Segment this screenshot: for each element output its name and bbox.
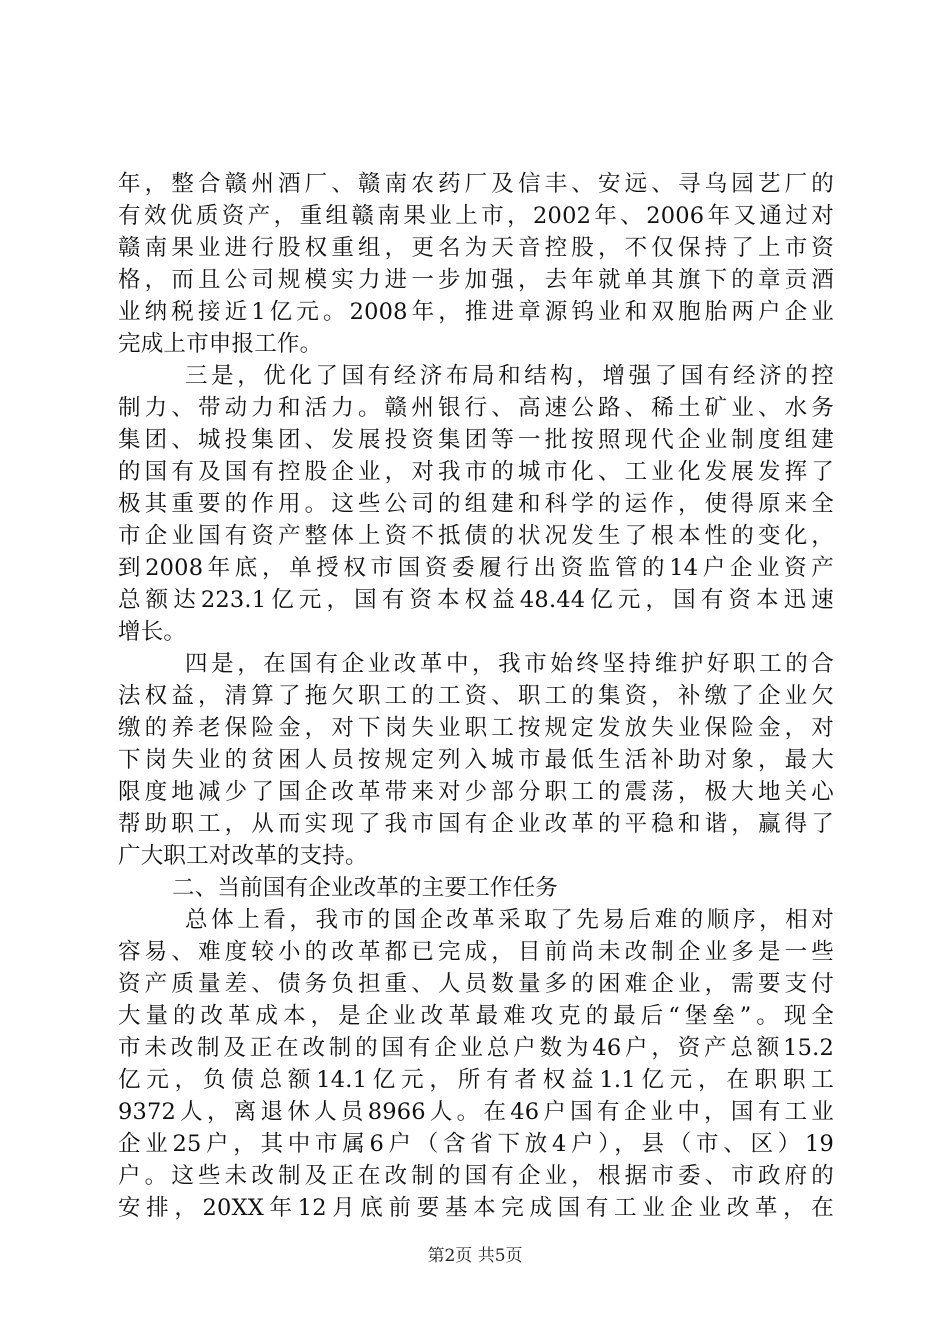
text-line: 广大职工对改革的支持。 xyxy=(118,843,368,869)
text-line: 总体上看，我市的国企改革采取了先易后难的顺序，相对 xyxy=(185,907,834,933)
text-line: 户。这些未改制及正在改制的国有企业，根据市委、市政府的 xyxy=(118,1163,834,1189)
document-body xyxy=(118,168,834,1224)
text-line: 9372人，离退休人员8966人。在46户国有企业中，国有工业 xyxy=(118,1099,834,1125)
text-line: 格，而且公司规模实力进一步加强，去年就单其旗下的章贡酒 xyxy=(118,267,834,293)
text-line: 资产质量差、债务负担重、人员数量多的困难企业，需要支付 xyxy=(118,971,834,997)
text-line: 到2008年底，单授权市国资委履行出资监管的14户企业资产 xyxy=(118,555,834,581)
text-line: 市未改制及正在改制的国有企业总户数为46户，资产总额15.2 xyxy=(118,1035,834,1061)
paragraph-point-four xyxy=(118,648,834,872)
text-line: 帮助职工，从而实现了我市国有企业改革的平稳和谐，赢得了 xyxy=(118,811,834,837)
section-heading xyxy=(118,872,834,904)
text-line: 总额达223.1亿元，国有资本权益48.44亿元，国有资本迅速 xyxy=(118,587,834,613)
text-line: 业纳税接近1亿元。2008年，推进章源钨业和双胞胎两户企业 xyxy=(118,299,834,325)
text-line: 年，整合赣州酒厂、赣南农药厂及信丰、安远、寻乌园艺厂的 xyxy=(118,171,834,197)
text-line: 安排，20XX年12月底前要基本完成国有工业企业改革，在 xyxy=(118,1195,834,1221)
paragraph-overview xyxy=(118,904,834,1224)
text-line: 赣南果业进行股权重组，更名为天音控股，不仅保持了上市资 xyxy=(118,235,834,261)
text-line: 容易、难度较小的改革都已完成，目前尚未改制企业多是一些 xyxy=(118,939,834,965)
text-line: 增长。 xyxy=(118,619,187,645)
text-line: 亿元，负债总额14.1亿元，所有者权益1.1亿元，在职职工 xyxy=(118,1067,834,1093)
text-line: 下岗失业的贫困人员按规定列入城市最低生活补助对象，最大 xyxy=(118,747,834,773)
text-line: 三是，优化了国有经济布局和结构，增强了国有经济的控 xyxy=(185,363,834,389)
page-footer xyxy=(0,1244,950,1268)
text-line: 完成上市申报工作。 xyxy=(118,331,323,357)
text-line: 限度地减少了国企改革带来对少部分职工的震荡，极大地关心 xyxy=(118,779,834,805)
text-line: 四是，在国有企业改革中，我市始终坚持维护好职工的合 xyxy=(185,651,834,677)
text-line: 法权益，清算了拖欠职工的工资、职工的集资，补缴了企业欠 xyxy=(118,683,834,709)
text-line: 大量的改革成本，是企业改革最难攻克的最后“堡垒”。现全 xyxy=(118,1003,834,1029)
paragraph-point-three xyxy=(118,360,834,648)
text-line: 缴的养老保险金，对下岗失业职工按规定发放失业保险金，对 xyxy=(118,715,834,741)
text-line: 市企业国有资产整体上资不抵债的状况发生了根本性的变化， xyxy=(118,523,834,549)
paragraph-continuation xyxy=(118,168,834,360)
text-line: 企业25户，其中市属6户（含省下放4户），县（市、区）19 xyxy=(118,1131,834,1157)
section-heading-text: 二、当前国有企业改革的主要工作任务 xyxy=(172,875,558,901)
page-number-label: 第2页 共5页 xyxy=(427,1246,523,1266)
text-line: 极其重要的作用。这些公司的组建和科学的运作，使得原来全 xyxy=(118,491,834,517)
text-line: 的国有及国有控股企业，对我市的城市化、工业化发展发挥了 xyxy=(118,459,834,485)
text-line: 集团、城投集团、发展投资集团等一批按照现代企业制度组建 xyxy=(118,427,834,453)
text-line: 有效优质资产，重组赣南果业上市，2002年、2006年又通过对 xyxy=(118,203,834,229)
text-line: 制力、带动力和活力。赣州银行、高速公路、稀土矿业、水务 xyxy=(118,395,834,421)
